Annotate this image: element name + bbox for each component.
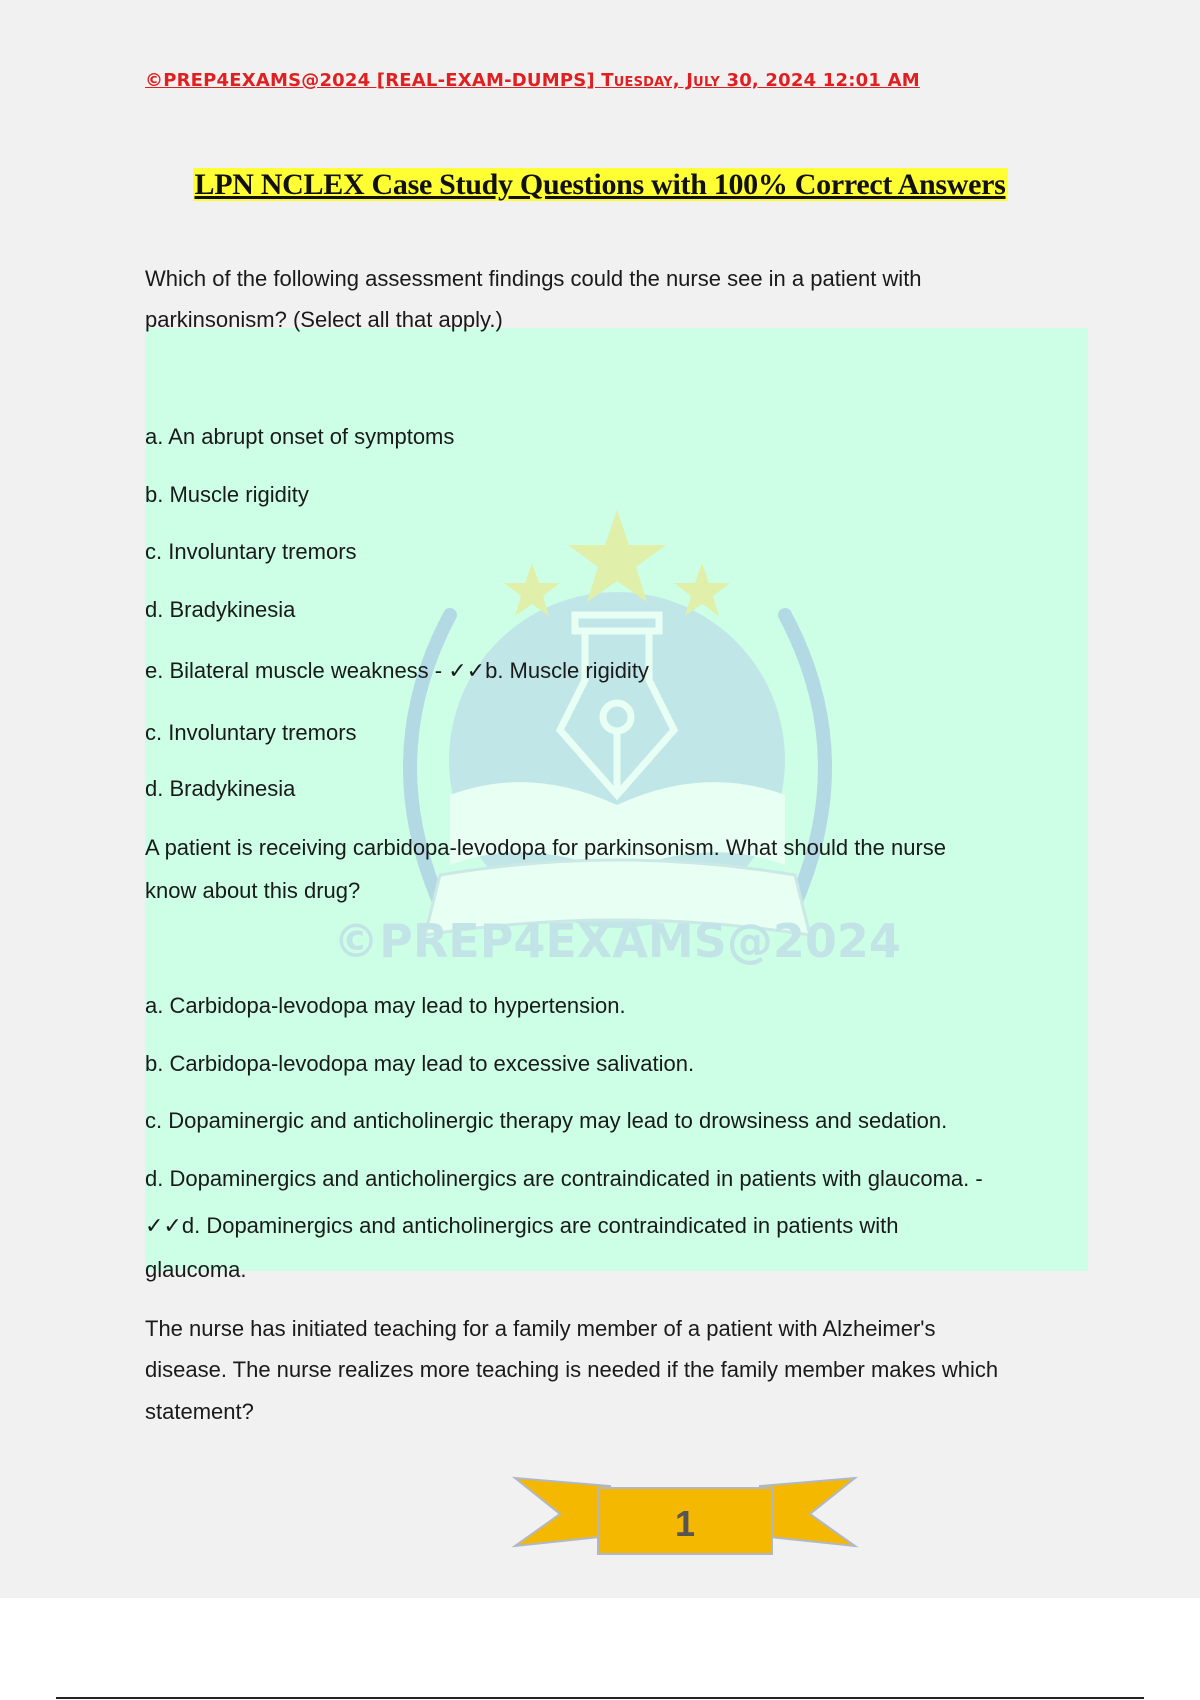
question-1-stem-line-1: Which of the following assessment findings could the nurse see in a patient with: [145, 266, 922, 291]
question-2-option: c. Dopaminergic and anticholinergic therapy may lead to drowsiness and sedation.: [145, 1108, 948, 1133]
question-3-stem-line-2: disease. The nurse realizes more teaching is needed if the family member makes which: [145, 1357, 999, 1382]
document-header: [145, 70, 920, 91]
banner-left-tail: [515, 1478, 610, 1546]
page-gap: [0, 1598, 1200, 1700]
document-title: [0, 168, 1200, 202]
header-date: Tuesday, July 30, 2024: [601, 70, 817, 91]
question-1-option: c. Involuntary tremors: [145, 539, 357, 564]
title-text: LPN NCLEX Case Study Questions with 100% Correct Answers: [194, 168, 1006, 201]
question-2-stem-line-1: A patient is receiving carbidopa-levodopa for parkinsonism. What should the nurse: [145, 835, 947, 860]
question-1-option: a. An abrupt onset of symptoms: [145, 424, 455, 449]
header-time: 12:01 AM: [816, 70, 920, 91]
banner-right-tail: [760, 1478, 855, 1546]
question-3-stem-line-3: statement?: [145, 1399, 254, 1424]
question-1-stem-line-2: parkinsonism? (Select all that apply.): [145, 307, 503, 332]
question-2-option: a. Carbidopa-levodopa may lead to hypertension.: [145, 993, 626, 1018]
question-2-stem-line-2: know about this drug?: [145, 878, 361, 903]
watermark-text: ©PREP4EXAMS@2024: [333, 914, 901, 968]
question-1-option: b. Muscle rigidity: [145, 482, 309, 507]
question-2-answer-line: glaucoma.: [145, 1257, 247, 1282]
question-1-answer: e. Bilateral muscle weakness - ✓✓b. Muscle rigidity: [145, 658, 649, 683]
page-number-banner: [510, 1476, 860, 1556]
page-number: 1: [674, 1503, 696, 1544]
bottom-divider: [56, 1697, 1144, 1699]
question-2-answer: ✓✓d. Dopaminergics and anticholinergics are contraindicated in patients with: [145, 1213, 899, 1238]
question-1-answer-line: d. Bradykinesia: [145, 776, 296, 801]
header-prefix: ©PREP4EXAMS@2024 [REAL-EXAM-DUMPS]: [145, 70, 602, 91]
question-1-answer-line: c. Involuntary tremors: [145, 720, 357, 745]
question-3-stem-line-1: The nurse has initiated teaching for a family member of a patient with Alzheimer's: [145, 1316, 936, 1341]
watermark-logo: [330, 505, 910, 1075]
question-2-option: b. Carbidopa-levodopa may lead to excessive salivation.: [145, 1051, 695, 1076]
question-1-option: d. Bradykinesia: [145, 597, 296, 622]
question-2-option: d. Dopaminergics and anticholinergics are contraindicated in patients with glaucoma. -: [145, 1166, 983, 1191]
